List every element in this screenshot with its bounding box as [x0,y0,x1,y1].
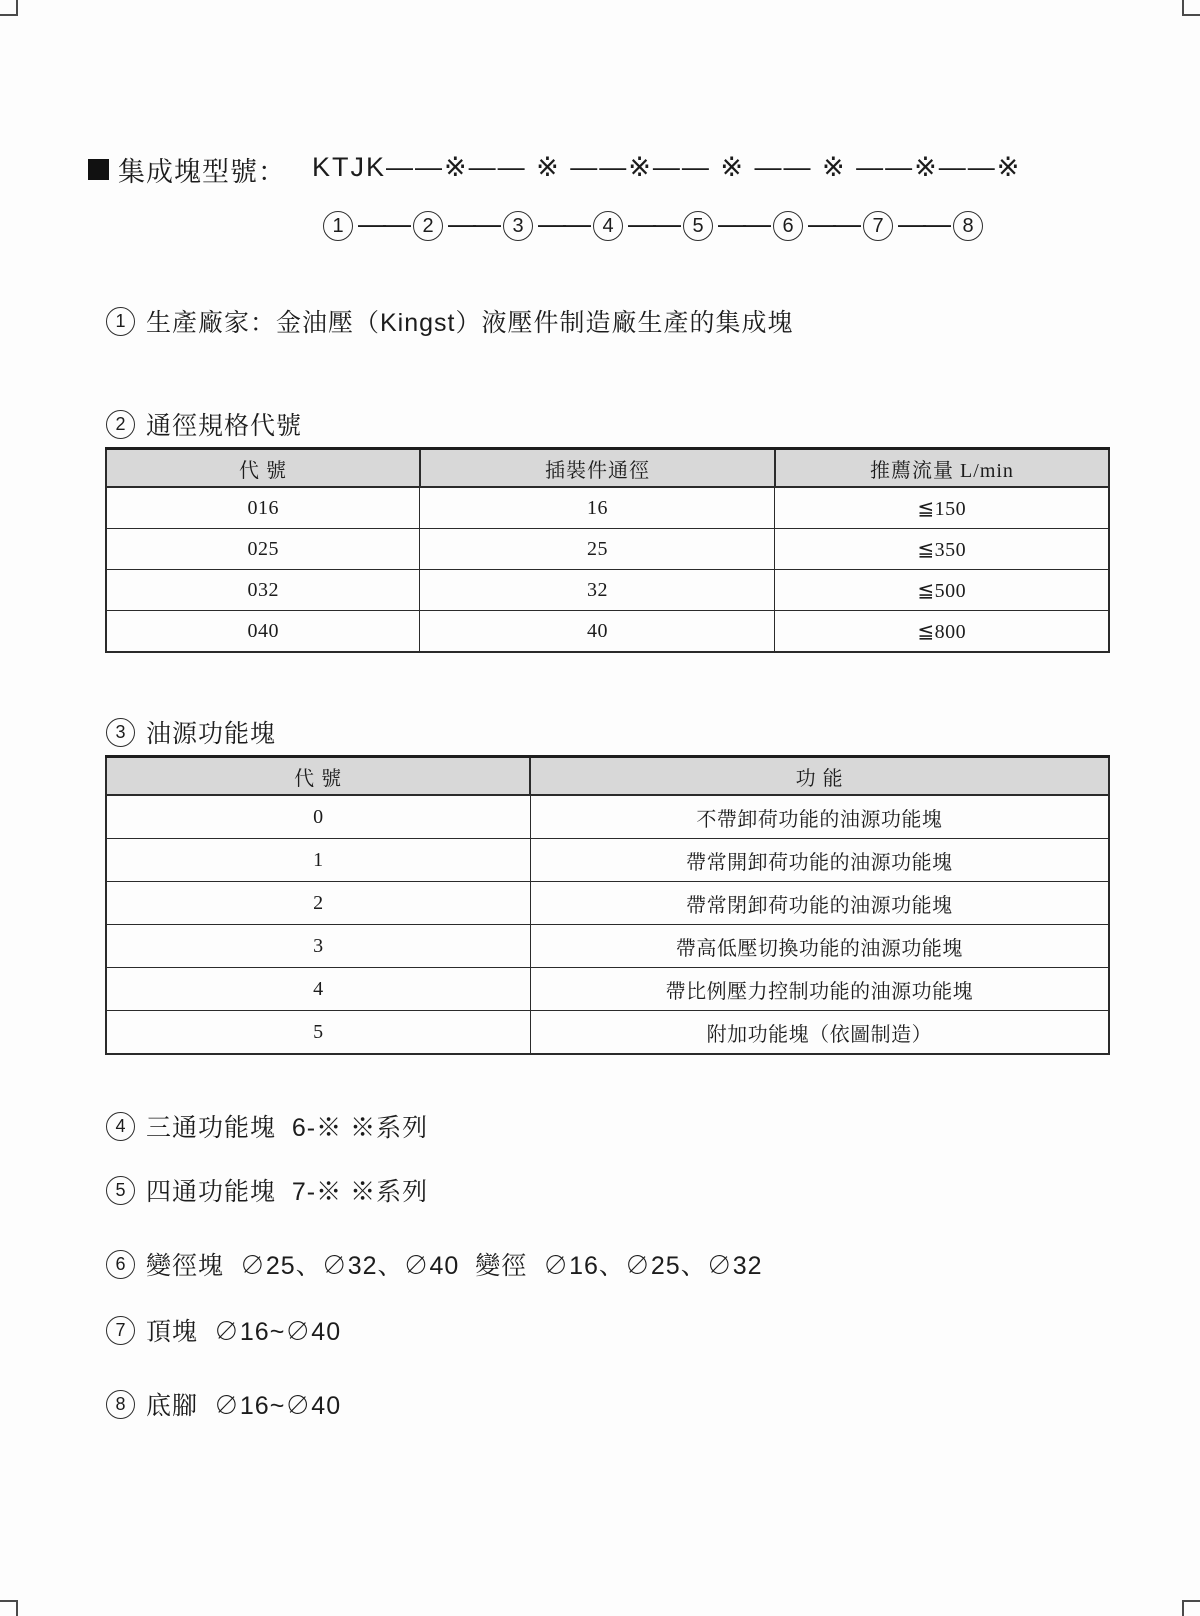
section-bottom-foot [106,1386,341,1422]
circled-number: 2 [413,211,443,241]
table-cell: 2 [106,882,530,925]
index-dash: —— [448,208,498,239]
table-cell: 40 [420,611,775,653]
circled-number: 6 [773,211,803,241]
section-three-way-block [106,1108,428,1144]
section-bore-spec-title [106,406,302,442]
index-dash: —— [358,208,408,239]
table-cell: ≦800 [775,611,1109,653]
page-title-label: 集成塊型號： [118,157,286,187]
table-row [106,925,1109,968]
index-dash: —— [628,208,678,239]
circled-number: 5 [683,211,713,241]
table-cell: 25 [420,529,775,570]
table-cell: 帶常開卸荷功能的油源功能塊 [530,839,1109,882]
table-row [106,795,1109,839]
table-header-cell: 推薦流量 L/min [775,449,1109,488]
section-text: 四通功能塊 7-※ ※系列 [146,1178,429,1206]
table-cell: 帶高低壓切換功能的油源功能塊 [530,925,1109,968]
model-code-index-row [323,208,983,244]
table-header-cell: 功 能 [530,757,1109,796]
section-text: 頂塊 ∅16~∅40 [146,1318,342,1346]
table-cell: 帶比例壓力控制功能的油源功能塊 [530,968,1109,1011]
table-header-row [106,449,1109,488]
table-cell: 032 [106,570,420,611]
table-row [106,529,1109,570]
table-row [106,570,1109,611]
circled-number: 7 [106,1316,135,1345]
section-oil-source-title [106,714,276,750]
circled-number: 4 [593,211,623,241]
crop-mark-bottom-left [0,1600,18,1616]
circled-number: 1 [323,211,353,241]
table-header-row [106,757,1109,796]
table-cell: 帶常閉卸荷功能的油源功能塊 [530,882,1109,925]
circled-number: 2 [106,410,135,439]
table-cell: 附加功能塊（依圖制造） [530,1011,1109,1055]
table-cell: 1 [106,839,530,882]
model-code-line: KTJK——※—— ※ ——※—— ※ —— ※ ——※——※ [312,152,1022,182]
index-dash: —— [808,208,858,239]
table-cell: 025 [106,529,420,570]
table-header-cell: 代 號 [106,449,420,488]
table-cell: ≦500 [775,570,1109,611]
section-text: 生產廠家：金油壓（Kingst）液壓件制造廠生產的集成塊 [146,309,794,337]
crop-mark-top-left [0,0,18,16]
table-cell: 32 [420,570,775,611]
section-text: 通徑規格代號 [146,412,303,440]
table-cell: 3 [106,925,530,968]
bore-spec-table [105,447,1110,653]
table-row [106,611,1109,653]
table-header-cell: 代 號 [106,757,530,796]
table-cell: ≦350 [775,529,1109,570]
table-row [106,968,1109,1011]
table-row [106,487,1109,529]
crop-mark-bottom-right [1182,1600,1200,1616]
section-text: 油源功能塊 [146,720,277,748]
oil-source-table [105,755,1110,1055]
table-row [106,1011,1109,1055]
crop-mark-top-right [1182,0,1200,16]
circled-number: 4 [106,1112,135,1141]
circled-number: 3 [106,718,135,747]
page-title [88,150,286,189]
bullet-square-icon [88,159,109,180]
table-row [106,882,1109,925]
circled-number: 5 [106,1176,135,1205]
table-cell: 040 [106,611,420,653]
circled-number: 1 [106,307,135,336]
section-text: 變徑塊 ∅25、∅32、∅40 變徑 ∅16、∅25、∅32 [146,1252,763,1280]
table-cell: 16 [420,487,775,529]
index-dash: —— [898,208,948,239]
section-text: 底腳 ∅16~∅40 [146,1392,342,1420]
index-dash: —— [538,208,588,239]
circled-number: 8 [953,211,983,241]
table-cell: 5 [106,1011,530,1055]
circled-number: 7 [863,211,893,241]
circled-number: 6 [106,1250,135,1279]
table-header-cell: 插裝件通徑 [420,449,775,488]
table-row [106,839,1109,882]
index-dash: —— [718,208,768,239]
section-reducer-block [106,1246,763,1282]
section-top-block [106,1312,341,1348]
table-cell: ≦150 [775,487,1109,529]
circled-number: 8 [106,1390,135,1419]
circled-number: 3 [503,211,533,241]
table-cell: 4 [106,968,530,1011]
section-manufacturer [106,303,794,339]
section-four-way-block [106,1172,428,1208]
section-text: 三通功能塊 6-※ ※系列 [146,1114,429,1142]
table-cell: 不帶卸荷功能的油源功能塊 [530,795,1109,839]
table-cell: 016 [106,487,420,529]
table-cell: 0 [106,795,530,839]
